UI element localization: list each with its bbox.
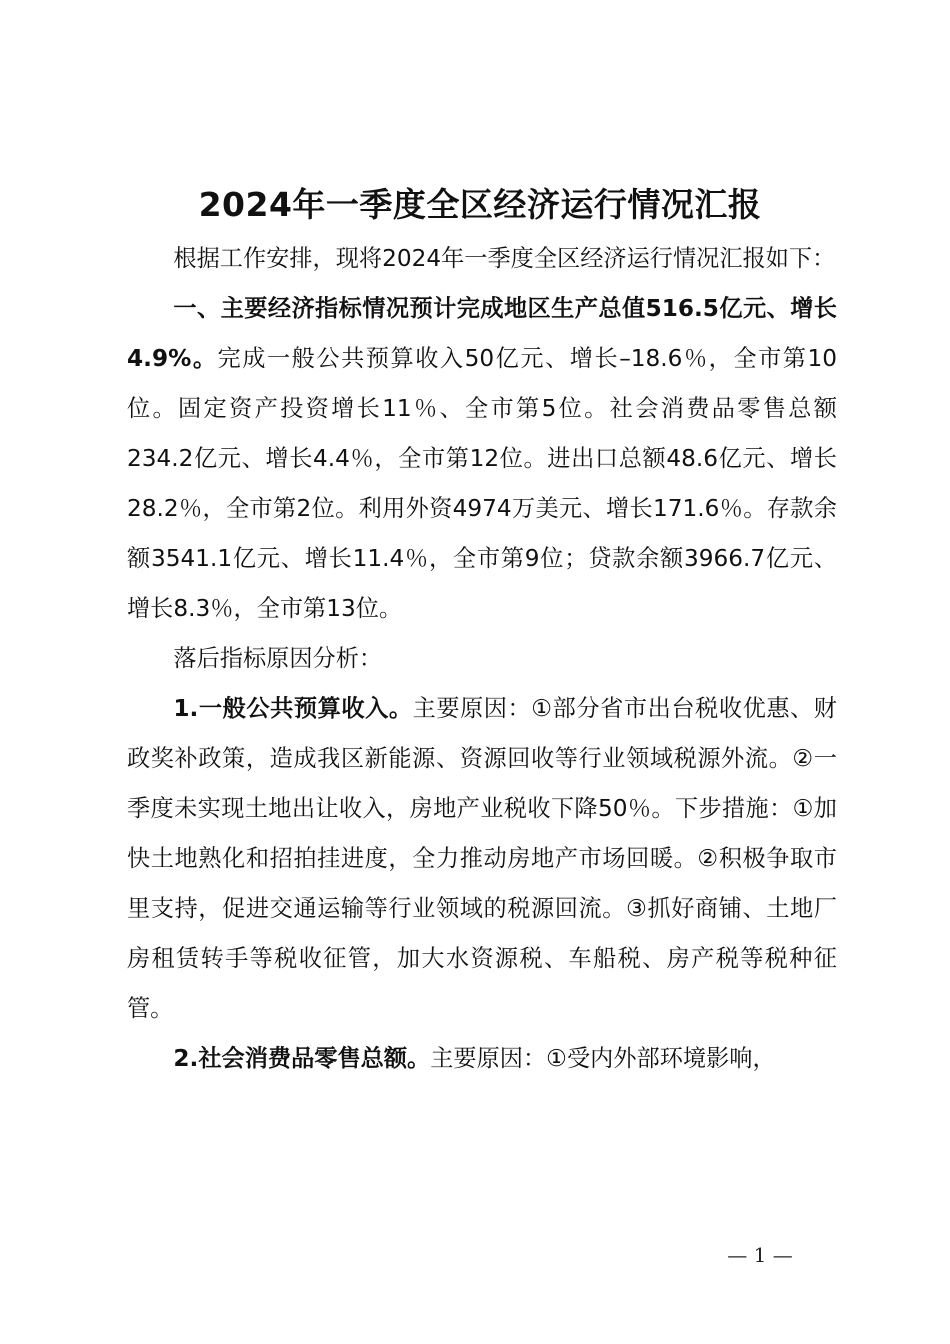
intro-paragraph: 根据工作安排，现将2024年一季度全区经济运行情况汇报如下： [173,245,836,272]
section1-heading: 一、主要经济指标情况预计完成地区生产总值516.5亿元、增长4.9%。 [127,295,837,372]
analysis-heading: 落后指标原因分析： [173,645,383,672]
item1-heading: 1.一般公共预算收入。 [173,695,413,722]
item1-body: 主要原因：①部分省市出台税收优惠、财政奖补政策，造成我区新能源、资源回收等行业领域税源外流。②一季度未实现土地出让收入，房地产业税收下降50％。下步措施：①加快土地熟化和招拍挂进度，全力推动房地产市场回暖。②积极争取市里支持，促进交通运输等行业领域的税源回流。③抓好商铺、土地厂房租赁转手等税收征管，加大水资源税、车船税、房产税等税种征管。 [127,695,837,1022]
section1-paragraph [127,284,837,634]
item2-paragraph [127,1034,837,1084]
page-number: — 1 — [727,1243,793,1267]
item2-body: 主要原因：①受内外部环境影响， [430,1045,776,1072]
document-title: 2024年一季度全区经济运行情况汇报 [198,185,762,224]
item2-heading: 2.社会消费品零售总额。 [173,1045,431,1072]
section1-body: 完成一般公共预算收入50亿元、增长–18.6％，全市第10位。固定资产投资增长11％、全市第5位。社会消费品零售总额234.2亿元、增长4.4％，全市第12位。进出口总额48.6亿元、增长28.2％，全市第2位。利用外资4974万美元、增长171.6％。存款余额3541.1亿元、增长11.4％，全市第9位；贷款余额3966.7亿元、增长8.3％，全市第13位。 [127,345,837,622]
document-body [127,234,837,1084]
item1-paragraph [127,684,837,1034]
